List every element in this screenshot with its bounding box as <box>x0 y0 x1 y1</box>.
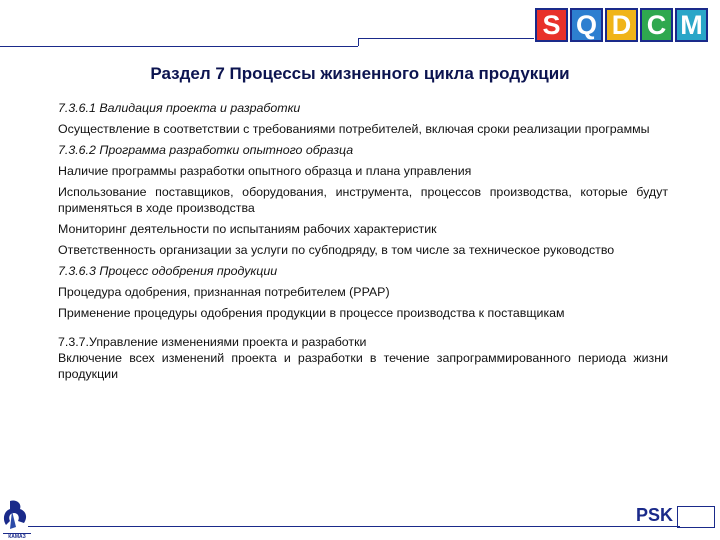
list-item: Мониторинг деятельности по испытаниям рабочих характеристик <box>58 222 437 236</box>
page-title: Раздел 7 Процессы жизненного цикла продукции <box>150 64 570 83</box>
list-item: Наличие программы разработки опытного образца и плана управления <box>58 164 472 178</box>
list-item: 7.3.6.3 Процесс одобрения продукции <box>58 264 278 278</box>
list-item: Использование поставщиков, оборудования, инструмента, процессов производства, которые будут применяться в ходе производства <box>58 185 668 215</box>
badge-s: S <box>535 8 568 42</box>
list-item: Процедура одобрения, признанная потребителем (PPAP) <box>58 285 390 299</box>
logo-caption: КАМАЗ <box>8 534 26 539</box>
header-rule-upper <box>358 38 534 39</box>
list-item: Осуществление в соответствии с требованиями потребителей, включая сроки реализации программы <box>58 122 650 136</box>
badge-q: Q <box>570 8 603 42</box>
list-item: Включение всех изменений проекта и разработки в течение запрограммированного периода жизни продукции <box>58 351 668 381</box>
badge-m: M <box>675 8 708 42</box>
list-item: Применение процедуры одобрения продукции в процессе производства к поставщикам <box>58 306 565 320</box>
list-item: 7.3.6.2 Программа разработки опытного образца <box>58 143 354 157</box>
list-item: 7.3.6.1 Валидация проекта и разработки <box>58 101 301 115</box>
kamaz-logo-icon <box>2 497 32 539</box>
spacer <box>58 326 668 334</box>
footer-rule <box>28 526 680 527</box>
list-item: Ответственность организации за услуги по субподряду, в том числе за техническое руководство <box>58 243 615 257</box>
list-item: 7.3.7.Управление изменениями проекта и разработки <box>58 335 367 349</box>
header-rule-step <box>358 38 359 46</box>
header-rule <box>0 46 358 47</box>
badge-d: D <box>605 8 638 42</box>
psk-box <box>677 506 715 528</box>
content-list <box>58 100 668 387</box>
psk-brand: PSK <box>636 505 674 525</box>
badge-c: C <box>640 8 673 42</box>
sqdcm-badges <box>535 8 708 42</box>
